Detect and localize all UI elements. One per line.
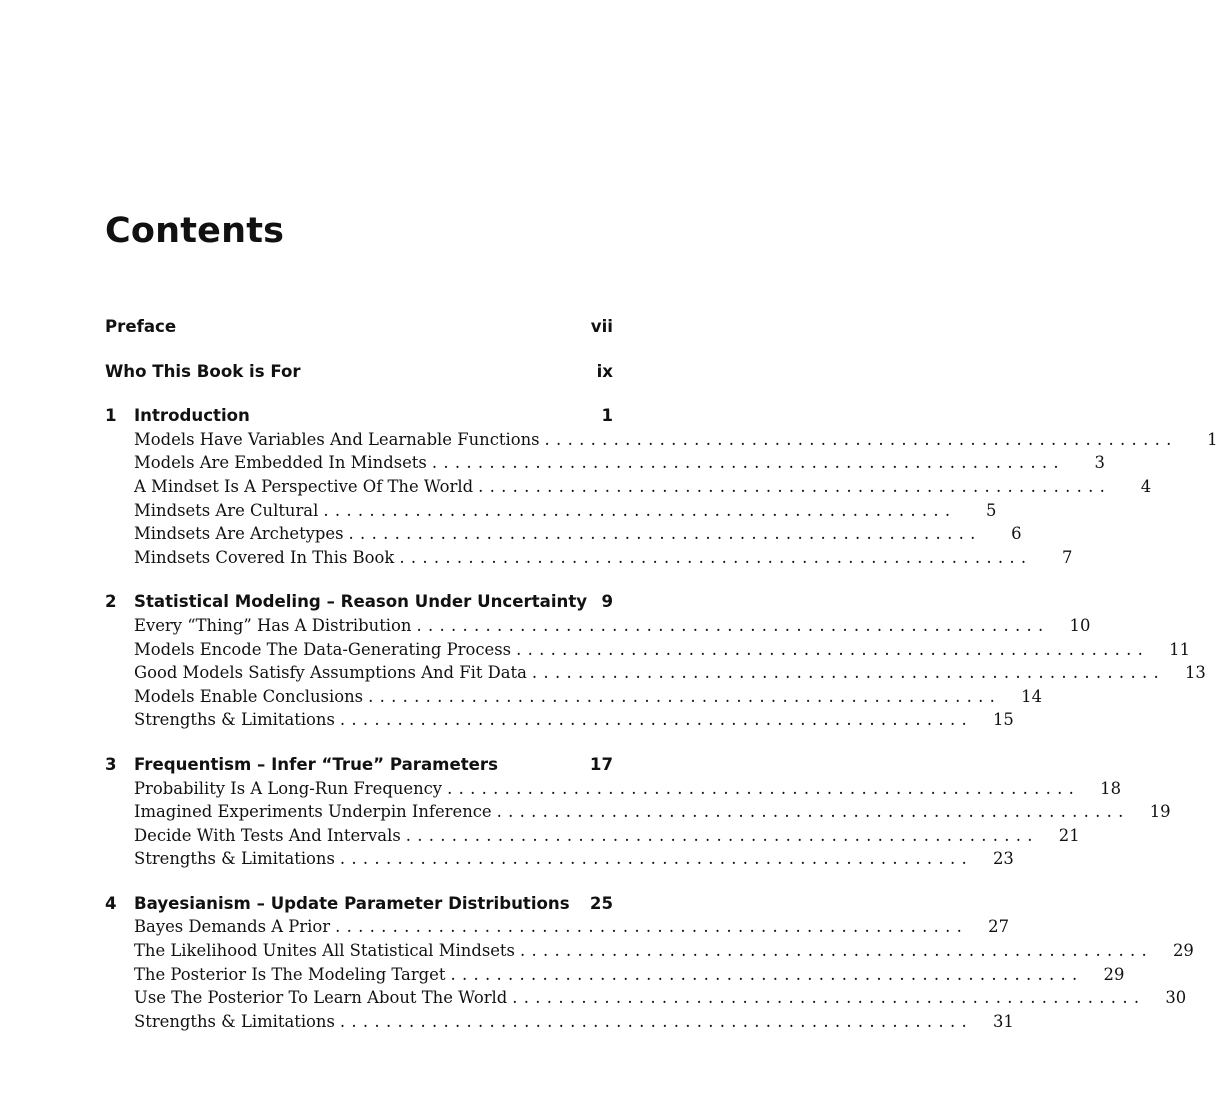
section-title: Strengths & Limitations (134, 849, 335, 869)
leader-dots: ....................................................... (496, 802, 1130, 822)
section-title: Use The Posterior To Learn About The World (134, 988, 508, 1008)
section-title: Models Are Embedded In Mindsets (134, 453, 427, 473)
leader-dots: ....................................................... (519, 941, 1153, 961)
section-page: 27 (988, 917, 1010, 937)
leader-dots: ....................................................... (339, 849, 973, 869)
section-page: 19 (1149, 802, 1171, 822)
leader-dots: ....................................................... (399, 547, 1033, 567)
section-page: 13 (1184, 663, 1206, 683)
toc-chapter-1[interactable] (105, 406, 613, 430)
chapter-number: 1 (105, 406, 117, 426)
toc-section[interactable] (105, 686, 1042, 711)
chapter-title: Bayesianism – Update Parameter Distributions (134, 893, 570, 913)
section-page: 6 (1011, 524, 1022, 544)
chapter-number: 3 (105, 754, 117, 774)
section-title: The Posterior Is The Modeling Target (134, 964, 446, 984)
toc-section[interactable] (105, 453, 1105, 477)
section-page: 29 (1103, 964, 1125, 984)
leader-dots: ....................................................... (405, 825, 1039, 845)
toc-section[interactable] (105, 639, 1190, 664)
section-title: Mindsets Are Archetypes (134, 524, 344, 544)
toc-entry-who-this-book-is-for[interactable] (105, 362, 613, 386)
chapter-number: 4 (105, 893, 117, 913)
section-title: Imagined Experiments Underpin Inference (134, 802, 492, 822)
section-page: 31 (992, 1011, 1014, 1031)
toc-section[interactable] (105, 524, 1022, 548)
table-of-contents (105, 317, 1218, 1035)
toc-section[interactable] (105, 988, 1187, 1012)
leader-dots: ....................................................... (447, 778, 1081, 798)
chapter-page: 25 (589, 893, 613, 913)
leader-dots: ....................................................... (431, 453, 1065, 473)
section-page: 21 (1058, 825, 1080, 845)
toc-section[interactable] (105, 663, 1206, 687)
section-title: Mindsets Are Cultural (134, 500, 319, 520)
section-title: Decide With Tests And Intervals (134, 825, 401, 845)
toc-chapter-2[interactable] (105, 592, 613, 616)
leader-dots: ....................................................... (323, 500, 957, 520)
section-page: 3 (1094, 453, 1105, 473)
leader-dots: ....................................................... (416, 615, 1050, 635)
section-page: 29 (1173, 941, 1194, 961)
chapter-number: 2 (105, 592, 117, 612)
toc-section[interactable] (105, 917, 1010, 941)
toc-entry-title: Preface (105, 317, 177, 336)
page-title: Contents (105, 211, 285, 251)
leader-dots: ....................................................... (335, 917, 969, 937)
section-page: 1 (1207, 429, 1218, 449)
section-page: 14 (1021, 686, 1042, 706)
toc-entry-preface[interactable] (105, 317, 613, 341)
section-title: Strengths & Limitations (134, 1011, 335, 1031)
section-page: 18 (1100, 778, 1121, 798)
section-page: 7 (1061, 547, 1073, 567)
toc-section[interactable] (105, 964, 1125, 989)
section-title: Good Models Satisfy Assumptions And Fit Data (134, 663, 527, 683)
toc-entry-title: Who This Book is For (105, 361, 301, 381)
section-page: 23 (992, 849, 1014, 869)
toc-chapter-4[interactable] (105, 894, 613, 918)
toc-section[interactable] (105, 615, 1091, 640)
chapter-title: Introduction (134, 406, 250, 426)
toc-section[interactable] (105, 500, 997, 525)
leader-dots: ....................................................... (339, 1011, 973, 1031)
toc-section[interactable] (105, 778, 1121, 803)
section-title: Every “Thing” Has A Distribution (134, 615, 412, 635)
leader-dots: ....................................................... (512, 988, 1146, 1008)
toc-entry-page: ix (596, 361, 613, 381)
toc-section[interactable] (105, 941, 1194, 965)
section-page: 10 (1069, 615, 1091, 635)
section-page: 5 (985, 500, 997, 520)
leader-dots: ....................................................... (531, 663, 1165, 683)
toc-entry-page: vii (590, 317, 613, 336)
toc-section[interactable] (105, 547, 1073, 572)
chapter-title: Frequentism – Infer “True” Parameters (134, 754, 498, 774)
section-page: 30 (1165, 988, 1187, 1008)
leader-dots: ....................................................... (368, 686, 1002, 706)
chapter-title: Statistical Modeling – Reason Under Uncertainty (134, 592, 588, 612)
chapter-page: 9 (601, 592, 613, 612)
section-title: Strengths & Limitations (134, 710, 335, 730)
toc-section[interactable] (105, 476, 1152, 501)
leader-dots: ....................................................... (348, 524, 982, 544)
section-title: The Likelihood Unites All Statistical Mindsets (134, 941, 515, 961)
chapter-page: 1 (601, 406, 613, 426)
section-title: Mindsets Covered In This Book (134, 547, 395, 567)
leader-dots: ....................................................... (450, 964, 1084, 984)
section-title: Models Enable Conclusions (134, 686, 364, 706)
toc-section[interactable] (105, 849, 1014, 873)
toc-section[interactable] (105, 825, 1080, 850)
toc-section[interactable] (105, 429, 1218, 454)
toc-section[interactable] (105, 1011, 1014, 1036)
section-title: A Mindset Is A Perspective Of The World (134, 476, 474, 496)
leader-dots: ....................................................... (339, 710, 973, 730)
leader-dots: ....................................................... (516, 639, 1150, 659)
chapter-page: 17 (589, 754, 613, 774)
section-title: Bayes Demands A Prior (134, 917, 331, 937)
section-title: Probability Is A Long-Run Frequency (134, 778, 443, 798)
section-page: 4 (1140, 476, 1152, 496)
toc-section[interactable] (105, 802, 1171, 826)
section-page: 15 (992, 710, 1014, 730)
section-title: Models Have Variables And Learnable Functions (134, 429, 540, 449)
leader-dots: ....................................................... (544, 429, 1178, 449)
toc-chapter-3[interactable] (105, 755, 613, 779)
section-page: 11 (1169, 639, 1190, 659)
toc-section[interactable] (105, 710, 1014, 734)
leader-dots: ....................................................... (478, 476, 1112, 496)
section-title: Models Encode The Data-Generating Process (134, 639, 512, 659)
